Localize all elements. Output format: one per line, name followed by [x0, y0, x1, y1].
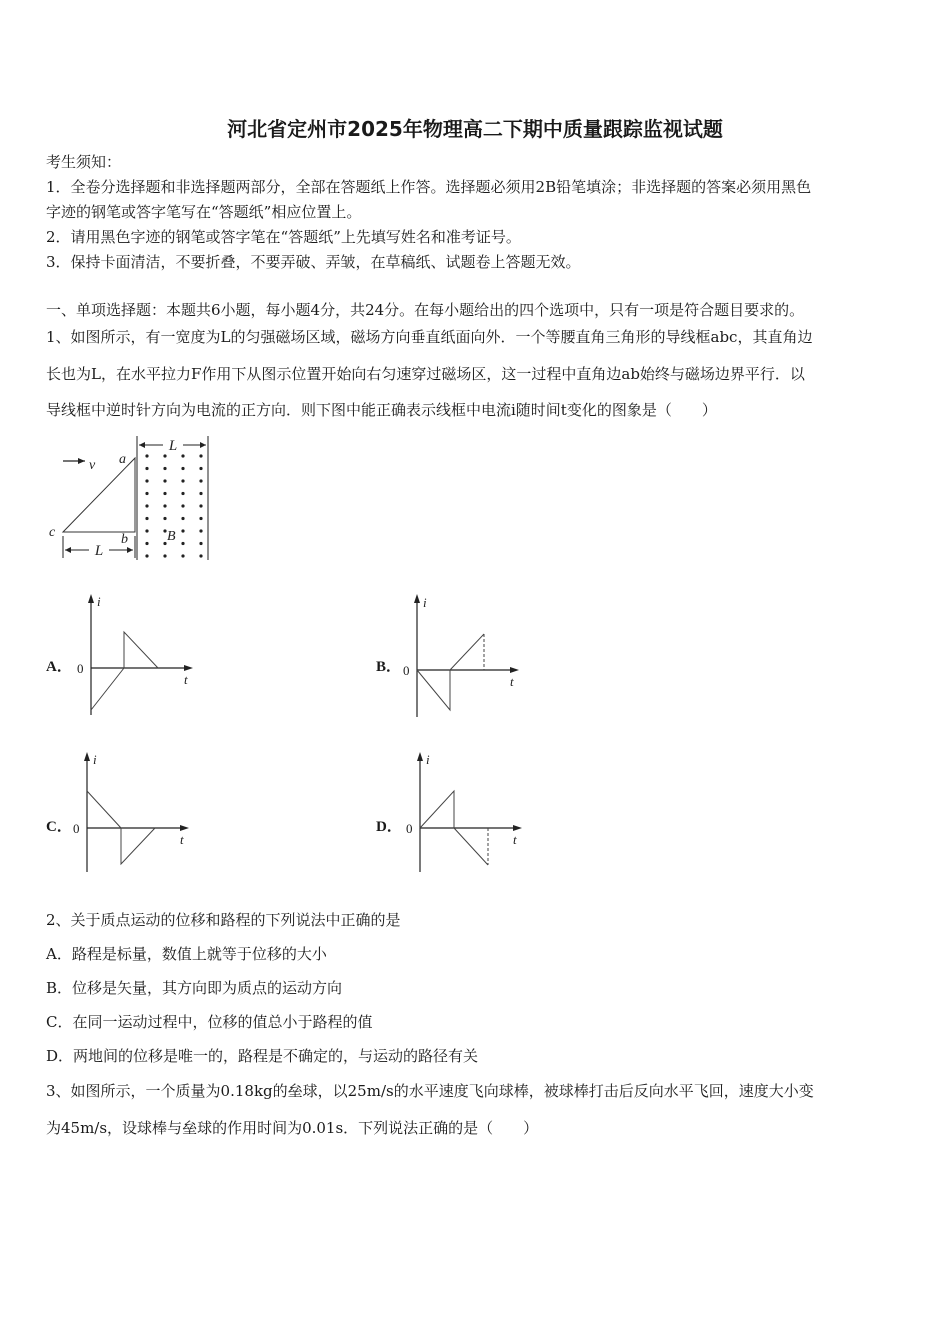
notice-item: 2．请用黑色字迹的钢笔或答字笔在“答题纸”上先填写姓名和准考证号。 — [46, 228, 521, 246]
field-dot — [199, 479, 202, 482]
question-3-line: 3、如图所示，一个质量为0.18kg的垒球，以25m/s的水平速度飞向球棒，被球棒打击后反向水平飞回，速度大小变 — [46, 1082, 814, 1100]
option-d-label: D． — [376, 819, 402, 835]
option-a-label: A． — [46, 659, 72, 675]
option-a-graph — [72, 590, 202, 720]
question-2-option: C．在同一运动过程中，位移的值总小于路程的值 — [46, 1013, 373, 1031]
question-2-option: A．路程是标量，数值上就等于位移的大小 — [46, 945, 327, 963]
axis-origin: 0 — [77, 661, 84, 676]
question-3-line: 为45m/s，设球棒与垒球的作用时间为0.01s．下列说法正确的是（ ） — [46, 1119, 539, 1137]
field-dot — [181, 467, 184, 470]
label-B: B — [167, 529, 176, 544]
magnetic-field-figure — [45, 432, 225, 564]
question-2-stem: 2、关于质点运动的位移和路程的下列说法中正确的是 — [46, 911, 401, 929]
axis-origin: 0 — [406, 821, 413, 836]
question-2-option: D．两地间的位移是唯一的，路程是不确定的，与运动的路径有关 — [46, 1047, 479, 1065]
option-c-graph — [68, 748, 198, 878]
option-b-label: B． — [376, 659, 402, 675]
axis-origin: 0 — [73, 821, 80, 836]
question-1-line: 导线框中逆时针方向为电流的正方向．则下图中能正确表示线框中电流i随时间t变化的图象是（ ） — [46, 401, 717, 419]
axis-t: t — [510, 674, 514, 689]
field-dot — [163, 467, 166, 470]
axis-t: t — [184, 672, 188, 687]
field-dot — [163, 517, 166, 520]
axis-t: t — [513, 832, 517, 847]
label-b: b — [121, 532, 128, 547]
field-dot — [163, 454, 166, 457]
notice-item: 3．保持卡面清洁，不要折叠，不要弄破、弄皱，在草稿纸、试题卷上答题无效。 — [46, 253, 581, 271]
question-1-line: 长也为L，在水平拉力F作用下从图示位置开始向右匀速穿过磁场区，这一过程中直角边ab始终与磁场边界平行．以 — [46, 365, 805, 383]
label-L-top: L — [168, 438, 178, 454]
field-dot — [199, 554, 202, 557]
field-dot — [181, 542, 184, 545]
field-dot — [163, 504, 166, 507]
field-dot — [145, 554, 148, 557]
field-dot — [199, 454, 202, 457]
label-c: c — [49, 525, 56, 540]
field-dot — [199, 529, 202, 532]
field-dot — [163, 492, 166, 495]
field-dot — [181, 492, 184, 495]
field-dot — [199, 467, 202, 470]
option-d-graph — [401, 748, 531, 878]
question-2-option: B．位移是矢量，其方向即为质点的运动方向 — [46, 979, 343, 997]
notice-item: 1．全卷分选择题和非选择题两部分，全部在答题纸上作答。选择题必须用2B铅笔填涂；非选择题的答案必须用黑色 — [46, 178, 812, 196]
axis-i: i — [97, 594, 101, 609]
field-dot — [145, 504, 148, 507]
field-dot — [181, 529, 184, 532]
label-L-bottom: L — [94, 543, 104, 559]
field-dot — [181, 517, 184, 520]
option-c-label: C． — [46, 819, 72, 835]
field-dot — [163, 554, 166, 557]
field-dot — [181, 504, 184, 507]
field-dot — [145, 542, 148, 545]
field-dot — [145, 454, 148, 457]
label-v: v — [89, 458, 96, 473]
axis-i: i — [423, 595, 427, 610]
field-dot — [199, 517, 202, 520]
field-dot — [145, 467, 148, 470]
page-title: 河北省定州市2025年物理高二下期中质量跟踪监视试题 — [227, 117, 723, 141]
field-dot — [199, 492, 202, 495]
notice-item: 字迹的钢笔或答字笔写在“答题纸”相应位置上。 — [46, 203, 362, 221]
label-a: a — [119, 452, 126, 467]
field-dot — [181, 479, 184, 482]
field-dot — [163, 479, 166, 482]
field-dot — [181, 554, 184, 557]
field-dot — [199, 504, 202, 507]
field-dot — [145, 517, 148, 520]
field-dot — [145, 492, 148, 495]
axis-i: i — [93, 752, 97, 767]
notice-heading: 考生须知： — [46, 153, 122, 171]
section-heading: 一、单项选择题：本题共6小题，每小题4分，共24分。在每小题给出的四个选项中，只有一项是符合题目要求的。 — [46, 301, 805, 319]
field-dot — [145, 529, 148, 532]
question-1-line: 1、如图所示，有一宽度为L的匀强磁场区域，磁场方向垂直纸面向外．一个等腰直角三角形的导线框abc，其直角边 — [46, 328, 813, 346]
axis-origin: 0 — [403, 663, 410, 678]
option-b-graph — [398, 590, 528, 720]
field-dot — [181, 454, 184, 457]
axis-t: t — [180, 832, 184, 847]
axis-i: i — [426, 752, 430, 767]
field-dot — [145, 479, 148, 482]
field-dot — [199, 542, 202, 545]
